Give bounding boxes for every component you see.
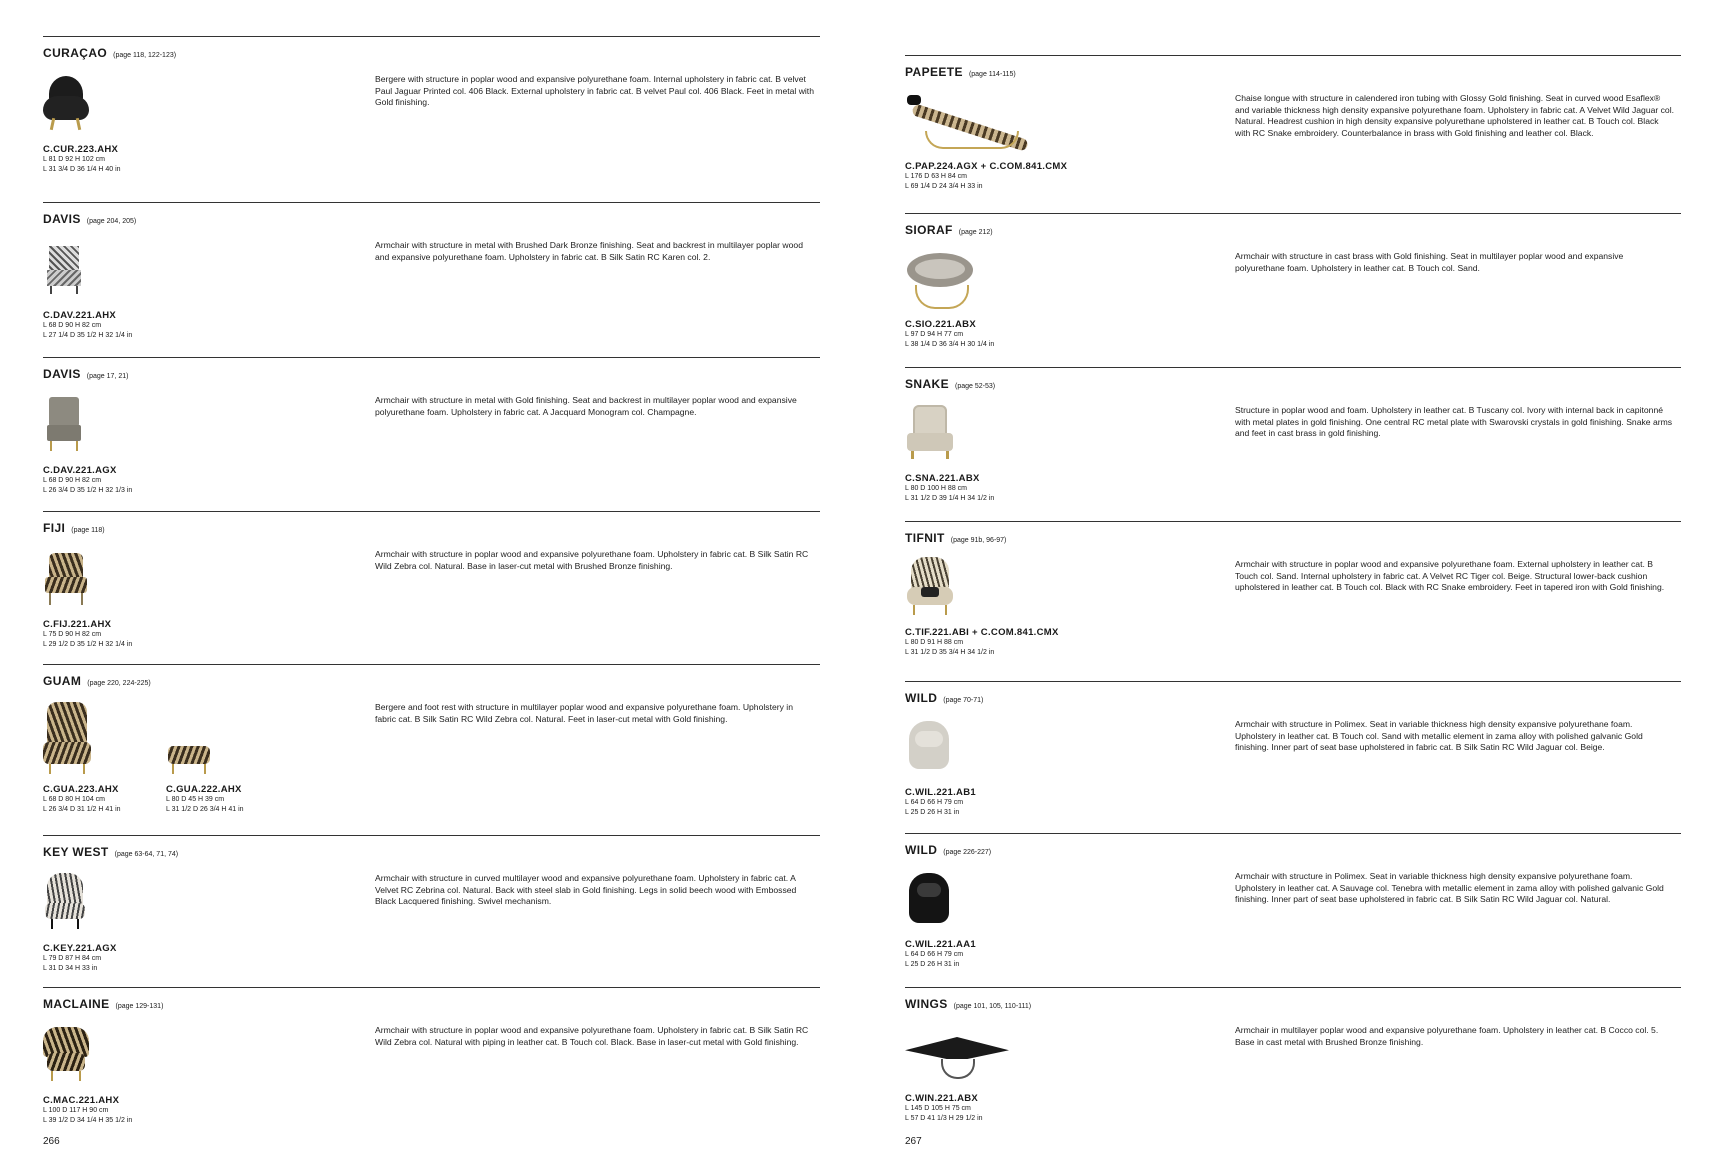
dimensions-cm: L 80 D 91 H 88 cm [905, 639, 964, 646]
product-title: PAPEETE (page 114-115) [905, 65, 1016, 79]
page-reference: (page 212) [958, 229, 993, 236]
product-code: C.DAV.221.AGX [43, 465, 117, 476]
product-variant [43, 74, 121, 175]
product-description: Bergere with structure in poplar wood and expansive polyurethane foam. Internal upholstery in fabric cat. B velvet Paul Jaguar Printed col. 406 Black. External upholstery in fabric cat. B velvet Paul col. 406 Black. Feet in metal with Gold finishing. [375, 74, 814, 108]
product-code: C.SIO.221.ABX [905, 319, 976, 330]
page-reference: (page 118) [71, 527, 105, 534]
page-reference: (page 101, 105, 110-111) [953, 1003, 1032, 1010]
page-reference: (page 204, 205) [86, 218, 137, 225]
product-code: C.WIL.221.AA1 [905, 939, 976, 950]
page-number: 266 [43, 1136, 60, 1147]
product-variant [43, 1025, 132, 1126]
product-description: Armchair with structure in poplar wood and expansive polyurethane foam. Upholstery in fabric cat. B Silk Satin RC Wild Zebra col. Natural with piping in leather cat. B Touch col. Black. Base in laser-cut metal with Gold finishing. [375, 1025, 809, 1047]
chair-image [43, 395, 105, 465]
entry-divider [905, 833, 1681, 834]
product-entry-davis [43, 202, 820, 352]
chair-image [905, 869, 967, 939]
dimensions-in: L 26 3/4 D 35 1/2 H 32 1/3 in [43, 487, 133, 494]
entry-divider [43, 664, 820, 665]
page-reference: (page 52-53) [955, 383, 996, 390]
page-reference: (page 63-64, 71, 74) [114, 851, 179, 858]
page-number: 267 [905, 1136, 922, 1147]
product-description: Armchair with structure in Polimex. Seat in variable thickness high density expansive polyurethane foam. Upholstery in leather cat. A Sauvage col. Tenebra with metallic element in zama alloy with polished galvanic Gold finishing. Inner part of seat base upholstered in fabric cat. B Silk Satin RC Wild Jaguar col. Natural. [1235, 871, 1664, 905]
entry-divider [43, 202, 820, 203]
product-description: Bergere and foot rest with structure in multilayer poplar wood and expansive polyurethane foam. Upholstery in fabric cat. B Silk Satin RC Wild Zebra col. Natural. Feet in laser-cut metal with Gold finishing. [375, 702, 793, 724]
page-reference: (page 129-131) [115, 1003, 164, 1010]
chair-image [905, 403, 967, 473]
product-variant [166, 702, 244, 815]
dimensions-cm: L 80 D 45 H 39 cm [166, 796, 225, 803]
product-title: DAVIS (page 204, 205) [43, 212, 137, 226]
product-variant [43, 240, 132, 341]
entry-divider [43, 357, 820, 358]
chair-image [905, 1023, 1015, 1093]
chaise-longue-image [905, 91, 1035, 161]
product-variant [905, 717, 976, 818]
product-code: C.WIN.221.ABX [905, 1093, 979, 1104]
chair-image [43, 1025, 105, 1095]
entry-divider [43, 987, 820, 988]
product-entry-key-west [43, 835, 820, 985]
dimensions-in: L 27 1/4 D 35 1/2 H 32 1/4 in [43, 332, 133, 339]
dimensions-in: L 26 3/4 D 31 1/2 H 41 in [43, 806, 121, 813]
chair-image [43, 702, 105, 784]
product-code: C.MAC.221.AHX [43, 1095, 120, 1106]
entry-divider [905, 681, 1681, 682]
product-code: C.KEY.221.AGX [43, 943, 117, 954]
catalog-page-right [855, 0, 1709, 1162]
product-code: C.DAV.221.AHX [43, 310, 117, 321]
dimensions-in: L 31 D 34 H 33 in [43, 965, 98, 972]
product-title: KEY WEST (page 63-64, 71, 74) [43, 845, 179, 859]
product-entry-wild [905, 681, 1681, 831]
entry-divider [905, 55, 1681, 56]
dimensions-cm: L 68 D 90 H 82 cm [43, 477, 102, 484]
dimensions-in: L 57 D 41 1/3 H 29 1/2 in [905, 1115, 983, 1122]
product-description: Armchair with structure in poplar wood and expansive polyurethane foam. Upholstery in fabric cat. B Silk Satin RC Wild Zebra col. Natural. Base in laser-cut metal with Brushed Bronze finishing. [375, 549, 809, 571]
product-variant [43, 873, 117, 974]
product-entry-curacao [43, 36, 820, 186]
page-reference: (page 91b, 96-97) [950, 537, 1007, 544]
chair-image [905, 249, 967, 319]
product-title: TIFNIT (page 91b, 96-97) [905, 531, 1007, 545]
product-variant [905, 1023, 1015, 1124]
product-description: Structure in poplar wood and foam. Upholstery in leather cat. B Tuscany col. Ivory with internal back in capitonné with metal plates in gold finishing. One central RC metal plate with Swarovski crystals in gold finishing. Snake arms and feet in cast brass in gold finishing. [1235, 405, 1673, 439]
product-entry-papeete [905, 55, 1681, 205]
chair-image [43, 873, 105, 943]
chair-image [905, 557, 967, 627]
product-description: Armchair in multilayer poplar wood and expansive polyurethane foam. Upholstery in leather cat. B Cocco col. 5. Base in cast metal with Brushed Bronze finishing. [1235, 1025, 1659, 1047]
product-variant [905, 869, 976, 970]
page-reference: (page 220, 224-225) [87, 680, 151, 687]
chair-image [43, 74, 105, 144]
product-code: C.FIJ.221.AHX [43, 619, 112, 630]
dimensions-in: L 38 1/4 D 36 3/4 H 30 1/4 in [905, 341, 995, 348]
product-entry-maclaine [43, 987, 820, 1137]
dimensions-cm: L 64 D 66 H 79 cm [905, 799, 964, 806]
product-code: C.GUA.222.AHX [166, 784, 242, 795]
dimensions-cm: L 79 D 87 H 84 cm [43, 955, 102, 962]
page-reference: (page 118, 122-123) [113, 52, 177, 59]
product-description: Armchair with structure in metal with Gold finishing. Seat and backrest in multilayer poplar wood and expansive polyurethane foam. Upholstery in fabric cat. A Jacquard Monogram col. Champagne. [375, 395, 797, 417]
dimensions-in: L 31 1/2 D 26 3/4 H 41 in [166, 806, 244, 813]
entry-divider [43, 511, 820, 512]
footrest-image [166, 702, 228, 784]
product-description: Chaise longue with structure in calendered iron tubing with Glossy Gold finishing. Seat in curved wood Esaflex® and variable thickness high density expansive polyurethane foam. Upholstery in fabric cat. A Velvet Wild Jaguar col. Natural. Headrest cushion in high density expansive polyurethane upholstered in leather cat. B Touch col. Black with RC Snake embroidery. Counterbalance in brass with Gold finishing and leather col. Black. [1235, 93, 1674, 138]
dimensions-in: L 31 1/2 D 39 1/4 H 34 1/2 in [905, 495, 995, 502]
dimensions-cm: L 145 D 105 H 75 cm [905, 1105, 971, 1112]
product-title: CURAÇAO (page 118, 122-123) [43, 46, 177, 60]
chair-image [43, 240, 105, 310]
entry-divider [905, 521, 1681, 522]
product-title: MACLAINE (page 129-131) [43, 997, 164, 1011]
product-entry-fiji [43, 511, 820, 661]
product-title: SNAKE (page 52-53) [905, 377, 996, 391]
product-title: WILD (page 70-71) [905, 691, 984, 705]
product-code: C.PAP.224.AGX + C.COM.841.CMX [905, 161, 1068, 172]
product-entry-wings [905, 987, 1681, 1137]
product-variant [905, 249, 994, 350]
entry-divider [43, 36, 820, 37]
product-title: FIJI (page 118) [43, 521, 105, 535]
product-code: C.SNA.221.ABX [905, 473, 980, 484]
dimensions-in: L 31 1/2 D 35 3/4 H 34 1/2 in [905, 649, 995, 656]
product-code: C.TIF.221.ABI + C.COM.841.CMX [905, 627, 1059, 638]
product-code: C.WIL.221.AB1 [905, 787, 976, 798]
dimensions-in: L 29 1/2 D 35 1/2 H 32 1/4 in [43, 641, 133, 648]
page-reference: (page 114-115) [968, 71, 1016, 78]
page-reference: (page 70-71) [943, 697, 984, 704]
chair-image [905, 717, 967, 787]
dimensions-cm: L 75 D 90 H 82 cm [43, 631, 102, 638]
dimensions-in: L 31 3/4 D 36 1/4 H 40 in [43, 166, 121, 173]
dimensions-in: L 39 1/2 D 34 1/4 H 35 1/2 in [43, 1117, 133, 1124]
product-entry-snake [905, 367, 1681, 517]
product-variant [43, 702, 121, 815]
page-reference: (page 17, 21) [86, 373, 129, 380]
catalog-page-left [0, 0, 854, 1162]
dimensions-cm: L 100 D 117 H 90 cm [43, 1107, 109, 1114]
product-entry-sioraf [905, 213, 1681, 363]
entry-divider [905, 213, 1681, 214]
dimensions-in: L 25 D 26 H 31 in [905, 809, 960, 816]
dimensions-cm: L 68 D 80 H 104 cm [43, 796, 105, 803]
dimensions-in: L 69 1/4 D 24 3/4 H 33 in [905, 183, 983, 190]
product-description: Armchair with structure in metal with Brushed Dark Bronze finishing. Seat and backrest in multilayer poplar wood and expansive polyurethane foam. Upholstery in fabric cat. B Silk Satin RC Karen col. 2. [375, 240, 803, 262]
product-variant [43, 395, 132, 496]
product-code: C.CUR.223.AHX [43, 144, 119, 155]
product-title: DAVIS (page 17, 21) [43, 367, 129, 381]
product-title: GUAM (page 220, 224-225) [43, 674, 151, 688]
dimensions-cm: L 68 D 90 H 82 cm [43, 322, 102, 329]
dimensions-cm: L 176 D 63 H 84 cm [905, 173, 967, 180]
product-entry-guam [43, 664, 820, 834]
product-description: Armchair with structure in cast brass with Gold finishing. Seat in multilayer poplar wood and expansive polyurethane foam. Upholstery in leather cat. B Touch col. Sand. [1235, 251, 1624, 273]
entry-divider [905, 987, 1681, 988]
product-description: Armchair with structure in poplar wood and expansive polyurethane foam. External upholstery in leather cat. B Touch col. Sand. Internal upholstery in fabric cat. A Velvet RC Tiger col. Beige. Structural lower-back cushion upholstered in leather cat. B Touch col. Black with RC Snake embroidery. Feet in tapered iron with Gold finishing. [1235, 559, 1665, 593]
dimensions-cm: L 97 D 94 H 77 cm [905, 331, 964, 338]
dimensions-in: L 25 D 26 H 31 in [905, 961, 960, 968]
entry-divider [905, 367, 1681, 368]
product-title: WILD (page 226-227) [905, 843, 992, 857]
product-variant [905, 91, 1067, 192]
dimensions-cm: L 80 D 100 H 88 cm [905, 485, 967, 492]
product-description: Armchair with structure in curved multilayer wood and expansive polyurethane foam. Upholstery in fabric cat. A Velvet RC Zebrina col. Natural. Back with steel slab in Gold finishing. Legs in solid beech wood with Embossed Black Lacquered finishing. Swivel mechanism. [375, 873, 797, 907]
product-title: SIORAF (page 212) [905, 223, 993, 237]
dimensions-cm: L 81 D 92 H 102 cm [43, 156, 105, 163]
product-variant [905, 557, 1059, 658]
page-reference: (page 226-227) [943, 849, 992, 856]
product-description: Armchair with structure in Polimex. Seat in variable thickness high density expansive polyurethane foam. Upholstery in leather cat. B Touch col. Sand with metallic element in zama alloy with polished galvanic Gold finishing. Inner part of seat base upholstered in fabric cat. B Silk Satin RC Wild Jaguar col. Beige. [1235, 719, 1643, 753]
product-entry-tifnit [905, 521, 1681, 671]
dimensions-cm: L 64 D 66 H 79 cm [905, 951, 964, 958]
product-title: WINGS (page 101, 105, 110-111) [905, 997, 1032, 1011]
entry-divider [43, 835, 820, 836]
chair-image [43, 549, 105, 619]
product-variant [905, 403, 994, 504]
product-entry-davis [43, 357, 820, 507]
product-code: C.GUA.223.AHX [43, 784, 119, 795]
product-variant [43, 549, 132, 650]
product-entry-wild [905, 833, 1681, 983]
